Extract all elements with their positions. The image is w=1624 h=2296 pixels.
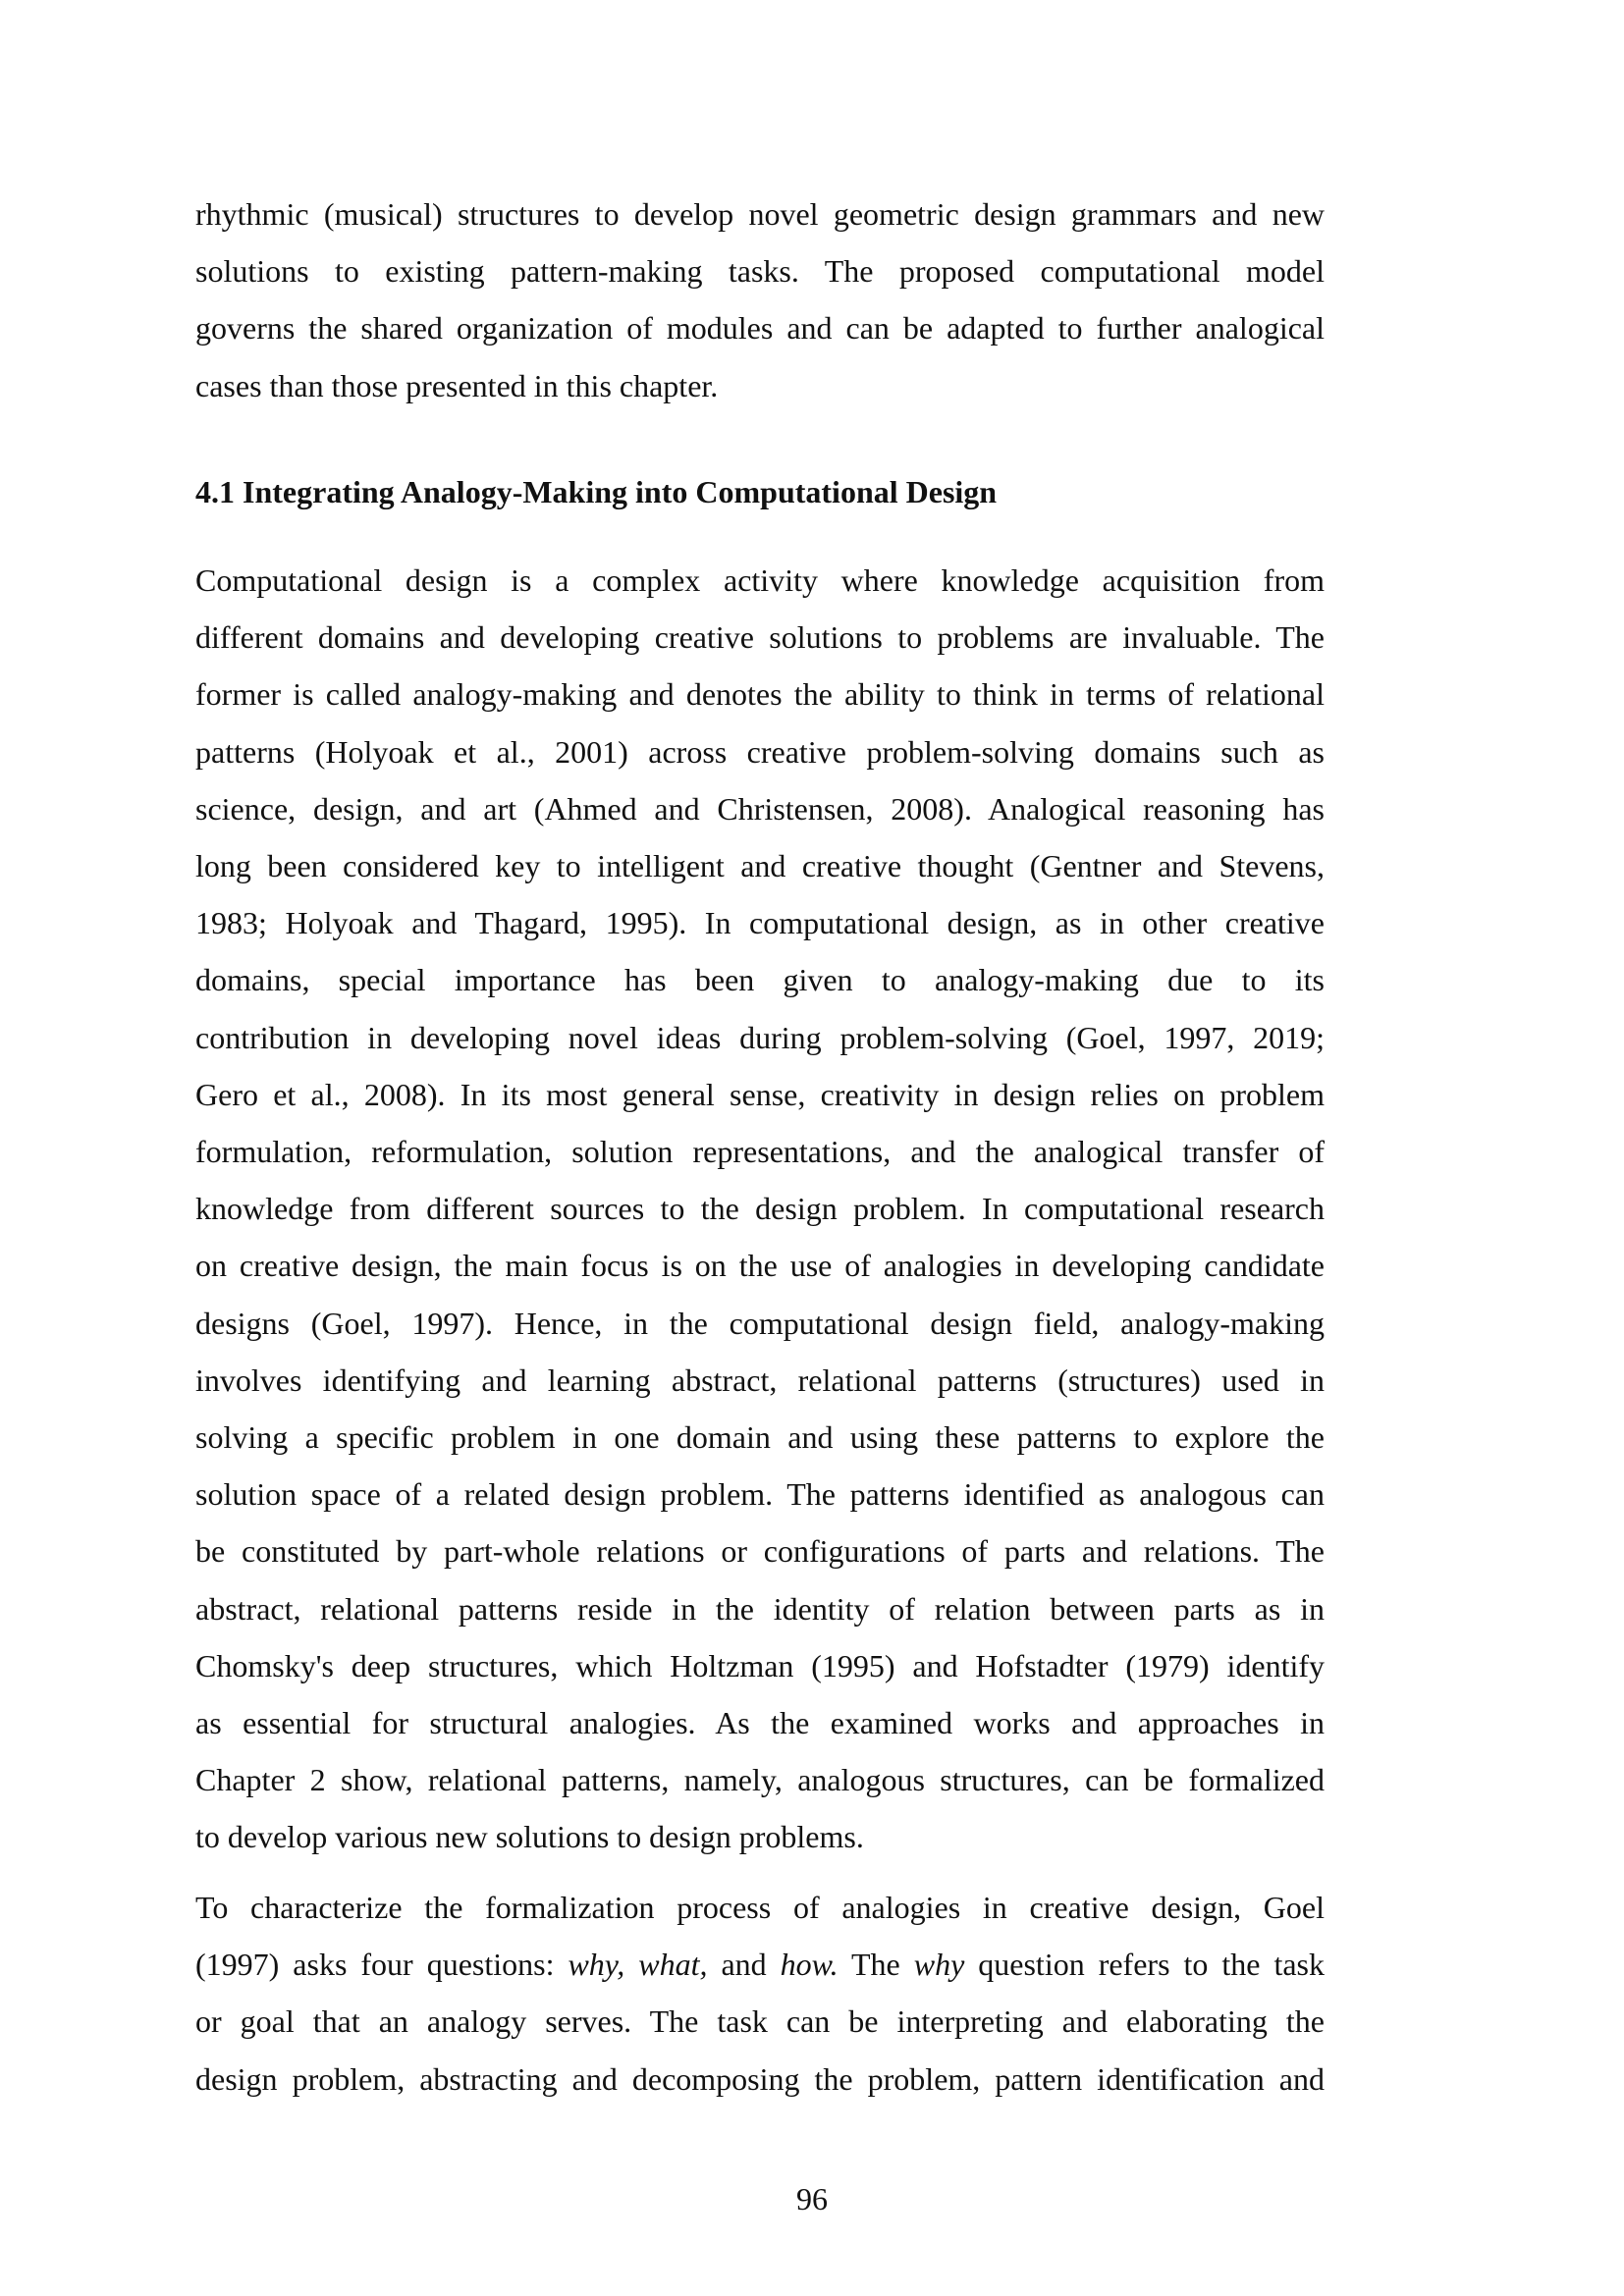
text-line: domains, special importance has been given to analogy-making due to its	[195, 962, 1325, 998]
text-line: abstract, relational patterns reside in the identity of relation between parts as in	[195, 1590, 1325, 1627]
section-heading: 4.1 Integrating Analogy-Making into Computational Design	[195, 474, 998, 509]
text-line: Gero et al., 2008). In its most general sense, creativity in design relies on problem	[195, 1076, 1325, 1112]
page-number: 96	[796, 2181, 828, 2216]
text-line: rhythmic (musical) structures to develop novel geometric design grammars and new	[195, 196, 1325, 232]
text-line: design problem, abstracting and decomposing the problem, pattern identification and	[195, 2060, 1325, 2097]
text-line: governs the shared organization of modules and can be adapted to further analogical	[195, 310, 1325, 347]
text-line: on creative design, the main focus is on the use of analogies in developing candidate	[195, 1248, 1325, 1284]
text-line: long been considered key to intelligent and creative thought (Gentner and Stevens,	[195, 848, 1325, 884]
text-line: solution space of a related design problem. The patterns identified as analogous can	[195, 1476, 1325, 1513]
text-line: to develop various new solutions to design problems.	[195, 1819, 864, 1855]
text-line: Chapter 2 show, relational patterns, namely, analogous structures, can be formalized	[195, 1762, 1325, 1798]
text-line: 1983; Holyoak and Thagard, 1995). In computational design, as in other creative	[195, 905, 1325, 941]
paragraph-1	[195, 186, 1325, 414]
paragraph-2	[195, 552, 1325, 1866]
text-line: or goal that an analogy serves. The task can be interpreting and elaborating the	[195, 2003, 1325, 2040]
text-line: Computational design is a complex activity where knowledge acquisition from	[195, 562, 1325, 598]
text-line: solving a specific problem in one domain and using these patterns to explore the	[195, 1419, 1325, 1456]
text-line: To characterize the formalization process of analogies in creative design, Goel	[195, 1890, 1325, 1925]
text-line: contribution in developing novel ideas during problem-solving (Goel, 1997, 2019;	[195, 1019, 1325, 1055]
text-line: involves identifying and learning abstract, relational patterns (structures) used in	[195, 1362, 1325, 1398]
text-line: solutions to existing pattern-making tasks. The proposed computational model	[195, 253, 1325, 290]
text-line: science, design, and art (Ahmed and Christensen, 2008). Analogical reasoning has	[195, 790, 1325, 827]
text-line: former is called analogy-making and denotes the ability to think in terms of relational	[195, 676, 1325, 713]
text-line: be constituted by part-whole relations or configurations of parts and relations. The	[195, 1533, 1325, 1570]
text-line: designs (Goel, 1997). Hence, in the computational design field, analogy-making	[195, 1305, 1325, 1341]
text-line: knowledge from different sources to the design problem. In computational research	[195, 1191, 1325, 1227]
text-line: (1997) asks four questions: why, what, and how. The why question refers to the task	[195, 1947, 1325, 1983]
text-line: Chomsky's deep structures, which Holtzman (1995) and Hofstadter (1979) identify	[195, 1647, 1325, 1683]
text-line: patterns (Holyoak et al., 2001) across creative problem-solving domains such as	[195, 733, 1325, 770]
text-line: cases than those presented in this chapter.	[195, 367, 719, 403]
text-line: as essential for structural analogies. As the examined works and approaches in	[195, 1705, 1325, 1741]
text-line: formulation, reformulation, solution representations, and the analogical transfer of	[195, 1134, 1325, 1170]
text-line: different domains and developing creative solutions to problems are invaluable. The	[195, 619, 1325, 656]
paragraph-3	[195, 1879, 1325, 2108]
